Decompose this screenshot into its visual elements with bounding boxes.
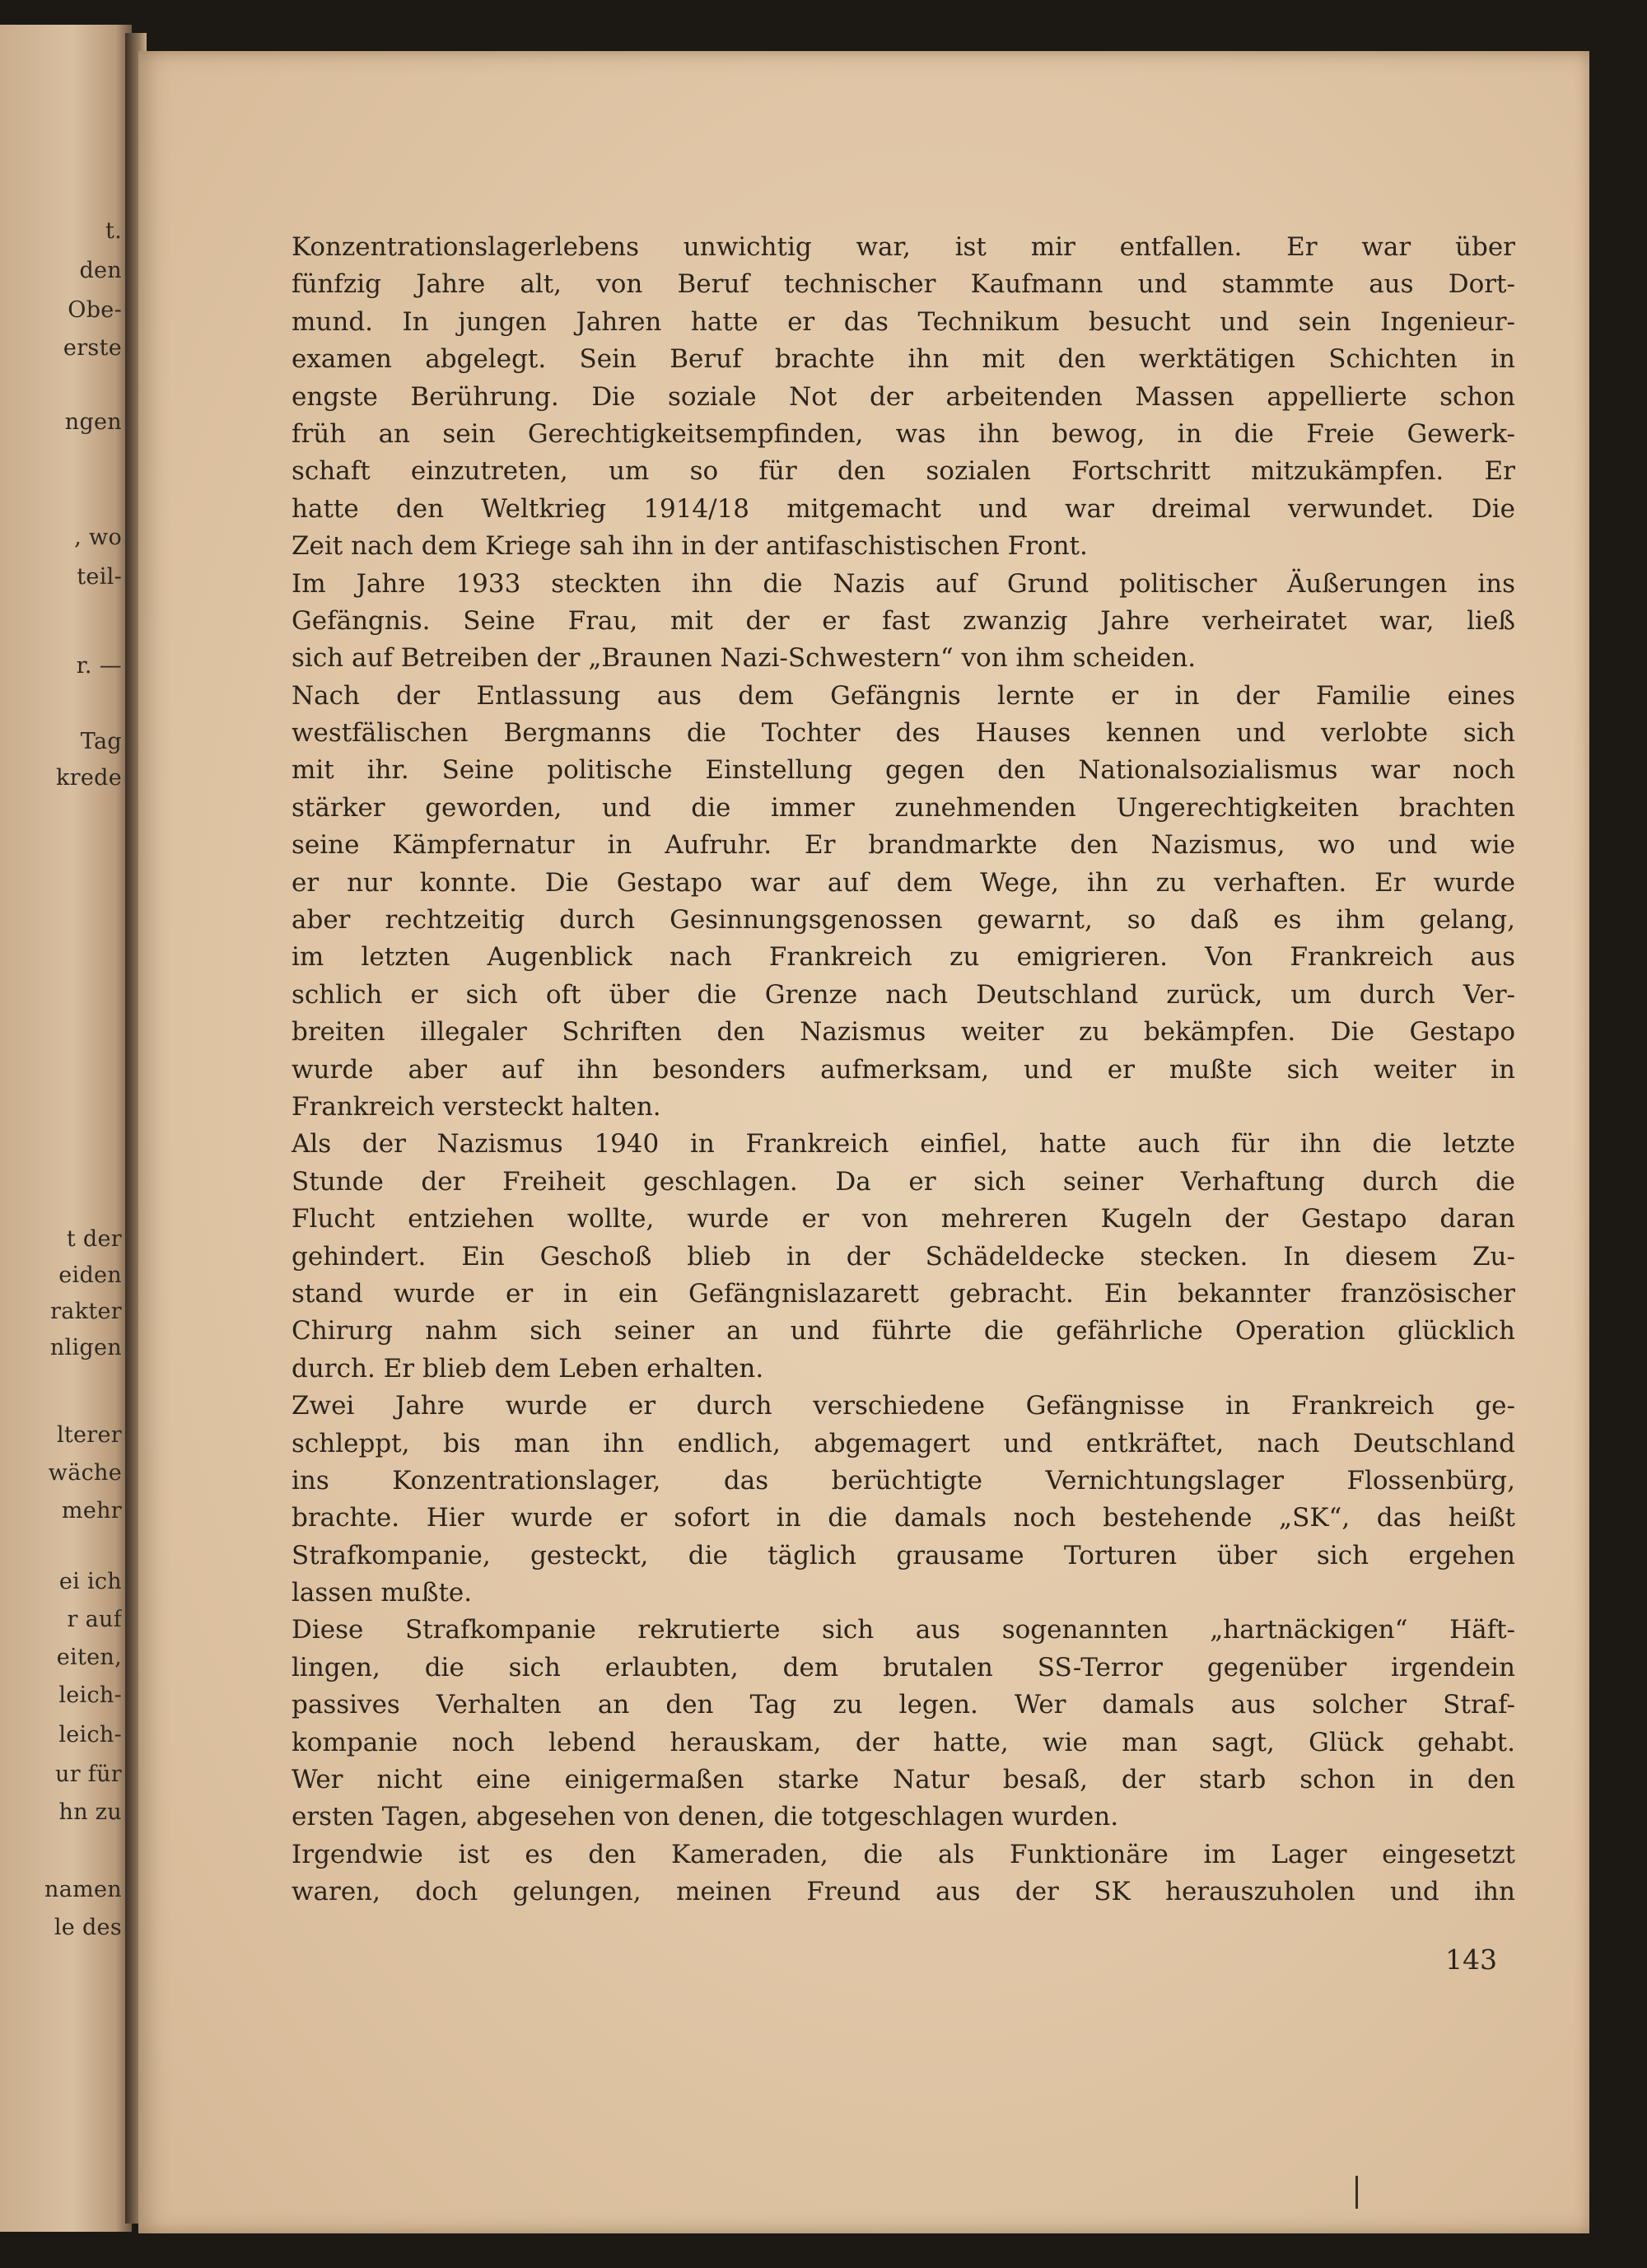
left-page-text: den [79,259,122,283]
text-line: aber rechtzeitig durch Gesinnungsgenossen gewarnt, so daß es ihm gelang, [292,905,1515,936]
left-page-text: t. [105,219,122,244]
text-line: stärker geworden, und die immer zunehmenden Ungerechtigkeiten brachten [292,792,1515,823]
text-line: schlich er sich oft über die Grenze nach Deutschland zurück, um durch Ver- [292,979,1515,1010]
left-page-text: hn zu [58,1800,122,1825]
text-line: Zeit nach dem Kriege sah ihn in der antifaschistischen Front. [292,531,1088,562]
text-line: brachte. Hier wurde er sofort in die damals noch bestehende „SK“, das heißt [292,1503,1515,1533]
text-line: lassen mußte. [292,1578,473,1608]
left-page-text: rakter [50,1300,122,1324]
text-line: Frankreich versteckt halten. [292,1091,661,1122]
text-line: Strafkompanie, gesteckt, die täglich grausame Torturen über sich ergehen [292,1540,1515,1570]
text-line: schaft einzutreten, um so für den sozialen Fortschritt mitzukämpfen. Er [292,456,1515,487]
text-line: Wer nicht eine einigermaßen starke Natur besaß, der starb schon in den [292,1765,1515,1795]
text-line: ins Konzentrationslager, das berüchtigte Vernichtungslager Flossenbürg, [292,1465,1515,1496]
text-line: er nur konnte. Die Gestapo war auf dem Wege, ihn zu verhaften. Er wurde [292,867,1515,898]
left-page-text: krede [55,766,122,791]
left-page-text: nligen [49,1336,122,1360]
left-page-text: r. — [76,654,122,679]
text-line: mund. In jungen Jahren hatte er das Technikum besucht und sein Ingenieur- [292,306,1515,337]
book-page [138,51,1589,2233]
text-line: Irgendwie ist es den Kameraden, die als Funktionäre im Lager eingesetzt [292,1839,1515,1869]
left-page-text: eiten, [56,1645,122,1670]
page-edge-mark [1355,2176,1358,2209]
text-line: hatte den Weltkrieg 1914/18 mitgemacht und war dreimal verwundet. Die [292,493,1515,524]
text-line: Im Jahre 1933 steckten ihn die Nazis auf Grund politischer Äußerungen ins [292,568,1515,599]
text-line: Flucht entziehen wollte, wurde er von mehreren Kugeln der Gestapo daran [292,1204,1515,1234]
text-line: wurde aber auf ihn besonders aufmerksam, und er mußte sich weiter in [292,1054,1515,1085]
text-line: seine Kämpfernatur in Aufruhr. Er brandmarkte den Nazismus, wo und wie [292,830,1515,861]
left-page-text: Tag [80,730,122,754]
left-page-text: eiden [58,1263,122,1288]
text-line: sich auf Betreiben der „Braunen Nazi-Schwestern“ von ihm scheiden. [292,643,1197,674]
body-text [292,229,1515,1911]
text-line: fünfzig Jahre alt, von Beruf technischer Kaufmann und stammte aus Dort- [292,269,1515,300]
text-line: mit ihr. Seine politische Einstellung gegen den Nationalsozialismus war noch [292,755,1515,786]
left-page-text: ngen [64,410,122,435]
left-page-text: Obe- [68,298,122,323]
text-line: schleppt, bis man ihn endlich, abgemagert und entkräftet, nach Deutschland [292,1428,1515,1458]
text-line: Stunde der Freiheit geschlagen. Da er sich seiner Verhaftung durch die [292,1166,1515,1197]
left-page-text: ur für [55,1762,122,1787]
text-line: stand wurde er in ein Gefängnislazarett gebracht. Ein bekannter französischer [292,1278,1515,1309]
text-line: Als der Nazismus 1940 in Frankreich einfiel, hatte auch für ihn die letzte [292,1129,1515,1160]
left-page-text: leich- [58,1683,122,1708]
left-page-text: erste [63,336,122,361]
text-line: Diese Strafkompanie rekrutierte sich aus sogenannten „hartnäckigen“ Häft- [292,1615,1515,1645]
text-line: im letzten Augenblick nach Frankreich zu emigrieren. Von Frankreich aus [292,942,1515,973]
left-page-text: t der [66,1227,122,1252]
left-page-text: r auf [67,1608,122,1632]
left-page-text: teil- [77,565,122,590]
left-page-text: le des [54,1916,122,1940]
text-line: examen abgelegt. Sein Beruf brachte ihn mit den werktätigen Schichten in [292,344,1515,375]
text-line: Chirurg nahm sich seiner an und führte die gefährliche Operation glücklich [292,1316,1515,1346]
text-line: Konzentrationslagerlebens unwichtig war, ist mir entfallen. Er war über [292,232,1515,262]
text-line: gehindert. Ein Geschoß blieb in der Schädeldecke stecken. In diesem Zu- [292,1241,1515,1272]
left-page-text: , wo [74,525,122,550]
text-line: ersten Tagen, abgesehen von denen, die totgeschlagen wurden. [292,1802,1119,1832]
page-number: 143 [1445,1944,1497,1976]
text-line: waren, doch gelungen, meinen Freund aus der SK herauszuholen und ihn [292,1877,1515,1907]
text-line: Nach der Entlassung aus dem Gefängnis lernte er in der Familie eines [292,680,1515,711]
text-line: engste Berührung. Die soziale Not der arbeitenden Massen appellierte schon [292,381,1515,412]
left-page-text: mehr [61,1499,122,1524]
text-line: durch. Er blieb dem Leben erhalten. [292,1353,764,1384]
text-line: passives Verhalten an den Tag zu legen. Wer damals aus solcher Straf- [292,1690,1515,1720]
left-page-fragment [0,25,132,2232]
left-page-text: leich- [58,1723,122,1748]
text-line: Zwei Jahre wurde er durch verschiedene Gefängnisse in Frankreich ge- [292,1391,1515,1421]
left-page-text: ei ich [58,1570,122,1594]
left-page-text: wäche [48,1461,122,1486]
left-page-text: namen [44,1878,122,1902]
text-line: Gefängnis. Seine Frau, mit der er fast zwanzig Jahre verheiratet war, ließ [292,605,1515,636]
left-page-text: lterer [56,1423,122,1448]
text-line: westfälischen Bergmanns die Tochter des Hauses kennen und verlobte sich [292,718,1515,749]
text-line: lingen, die sich erlaubten, dem brutalen SS-Terror gegenüber irgendein [292,1652,1515,1682]
text-line: kompanie noch lebend herauskam, der hatte, wie man sagt, Glück gehabt. [292,1727,1515,1757]
text-line: früh an sein Gerechtigkeitsempfinden, was ihn bewog, in die Freie Gewerk- [292,418,1515,449]
text-line: breiten illegaler Schriften den Nazismus weiter zu bekämpfen. Die Gestapo [292,1017,1515,1048]
